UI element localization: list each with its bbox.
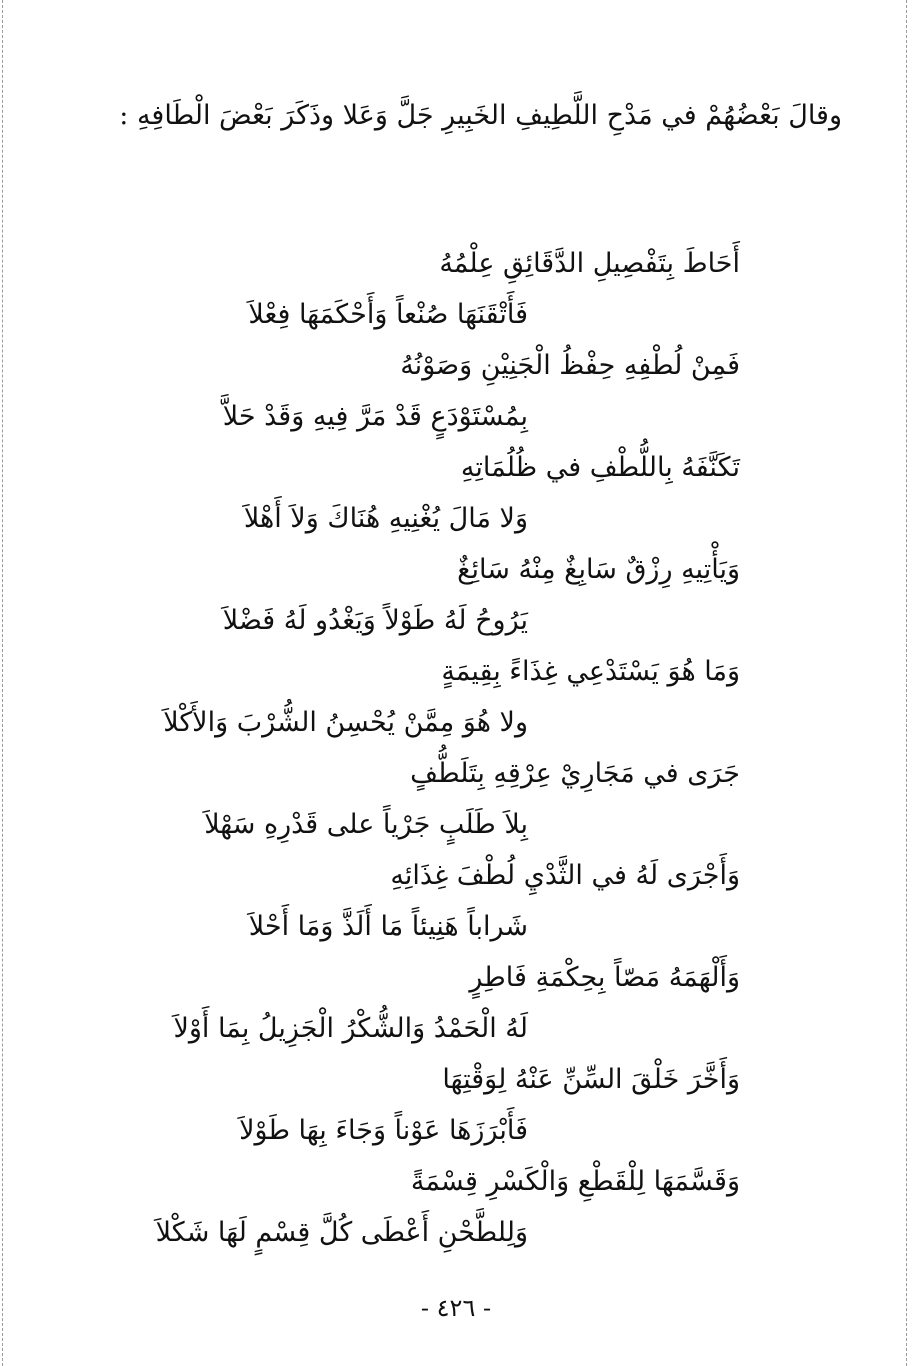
verse-second-hemistich: وَلا مَالَ يُغْنِيهِ هُنَاكَ وَلاَ أَهْلاَ — [243, 503, 528, 534]
verse-first-hemistich: وَأَخَّرَ خَلْقَ السِّنِّ عَنْهُ لِوَقْتِهَا — [442, 1064, 740, 1095]
verse-first-hemistich: جَرَى في مَجَارِيْ عِرْقِهِ بِتَلَطُّفٍ — [410, 758, 740, 789]
verse-first-hemistich: وَيَأْتِيهِ رِزْقٌ سَابِغٌ مِنْهُ سَائِغٌ — [457, 554, 740, 585]
verse-first-hemistich: فَمِنْ لُطْفِهِ حِفْظُ الْجَنِيْنِ وَصَوْنُهُ — [400, 350, 740, 381]
verse-second-hemistich: وَلِلطَّحْنِ أَعْطَى كُلَّ قِسْمٍ لَهَا شَكْلاَ — [155, 1217, 528, 1248]
verse-second-hemistich: فَأَبْرَزَهَا عَوْناً وَجَاءَ بِهَا طَوْلاَ — [239, 1115, 528, 1146]
verse-second-hemistich: ولا هُوَ مِمَّنْ يُحْسِنُ الشُّرْبَ وَالأَكْلاَ — [163, 707, 528, 738]
verse-first-hemistich: وَأَلْهَمَهُ مَصّاً بِحِكْمَةِ فَاطِرٍ — [469, 962, 740, 993]
verse-second-hemistich: شَراباً هَنِيئاً مَا أَلَذَّ وَمَا أَحْلاَ — [248, 911, 528, 942]
verse-second-hemistich: فَأَتْقَنَهَا صُنْعاً وَأَحْكَمَهَا فِعْلاَ — [248, 299, 528, 330]
verse-first-hemistich: وَمَا هُوَ يَسْتَدْعِي غِذَاءً بِقِيمَةٍ — [441, 656, 740, 687]
verse-first-hemistich: أَحَاطَ بِتَفْصِيلِ الدَّقَائِقِ عِلْمُهُ — [439, 248, 740, 279]
intro-paragraph: وقالَ بَعْضُهُمْ في مَدْحِ اللَّطِيفِ الخَبِيرِ جَلَّ وَعَلا وذَكَرَ بَعْضَ الْطَافِهِ : — [119, 100, 842, 131]
verse-first-hemistich: وَقَسَّمَهَا لِلْقَطْعِ وَالْكَسْرِ قِسْمَةً — [410, 1166, 740, 1197]
verse-second-hemistich: لَهُ الْحَمْدُ وَالشُّكْرُ الْجَزِيلُ بِمَا أَوْلاَ — [173, 1013, 528, 1044]
verse-first-hemistich: تَكَنَّفَهُ بِاللُّطْفِ في ظُلُمَاتِهِ — [460, 452, 740, 483]
page-number: - ٤٢٦ - — [420, 1294, 492, 1322]
verse-first-hemistich: وَأَجْرَى لَهُ في الثَّدْيِ لُطْفَ غِذَائِهِ — [390, 860, 740, 891]
verse-second-hemistich: بِمُسْتَوْدَعٍ قَدْ مَرَّ فِيهِ وَقَدْ حَلاَّ — [222, 401, 528, 432]
poem — [100, 238, 750, 1258]
verse-second-hemistich: بِلاَ طَلَبٍ جَرْياً على قَدْرِهِ سَهْلاَ — [204, 809, 528, 840]
verse-second-hemistich: يَرُوحُ لَهُ طَوْلاً وَيَغْدُو لَهُ فَضْلاَ — [222, 605, 528, 636]
left-margin-line — [2, 0, 3, 1366]
page-body — [40, 88, 842, 144]
right-margin-line — [906, 0, 907, 1366]
